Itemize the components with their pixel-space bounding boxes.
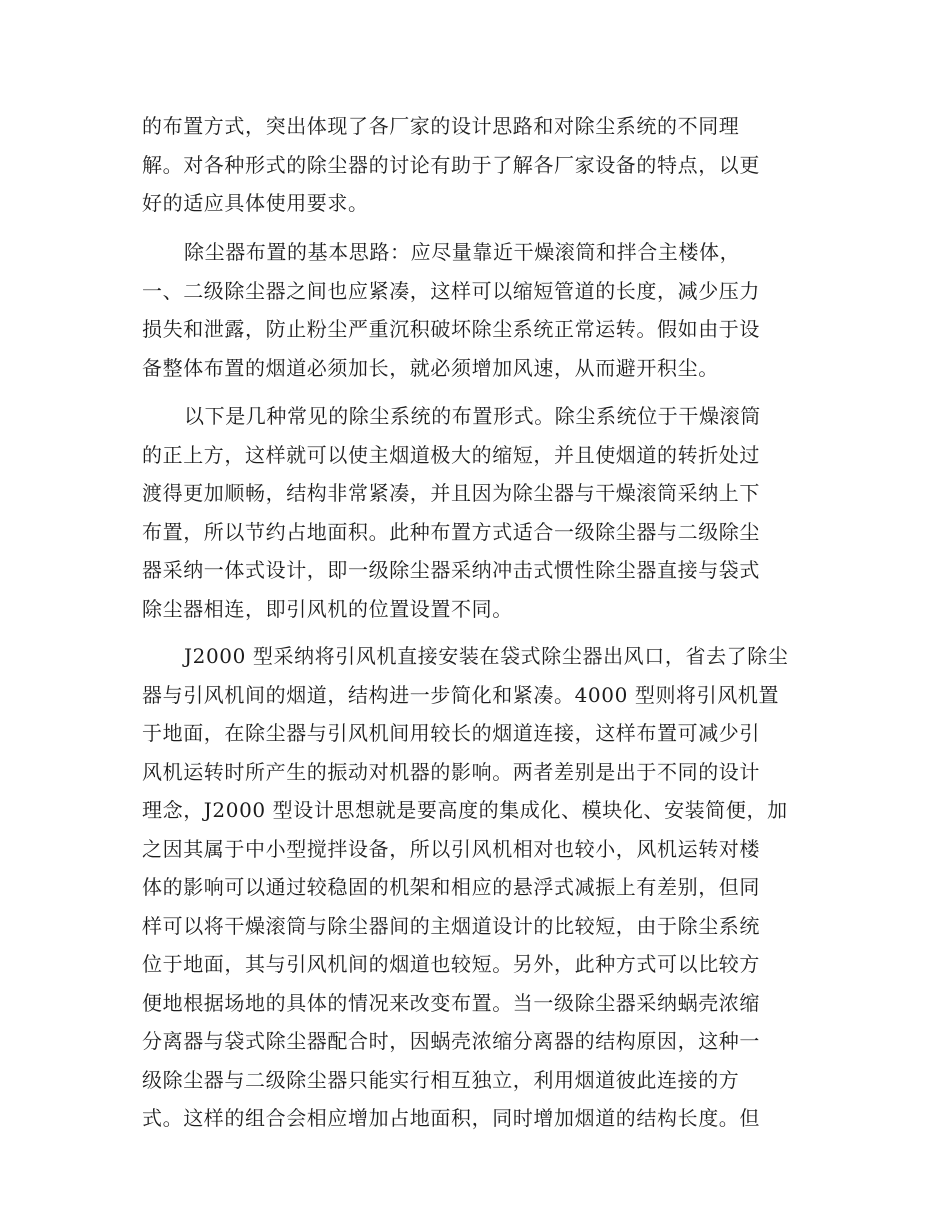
paragraph-3	[142, 397, 822, 628]
text-line: 分离器与袋式除尘器配合时，因蜗壳浓缩分离器的结构原因，这种一	[142, 1029, 760, 1053]
text-line: 体的影响可以通过较稳固的机架和相应的悬浮式减振上有差别，但同	[142, 875, 760, 899]
text-line: 解。对各种形式的除尘器的讨论有助于了解各厂家设备的特点，以更	[142, 152, 760, 177]
text-line: 除尘器相连，即引风机的位置设置不同。	[142, 596, 513, 621]
paragraph-1	[142, 107, 822, 223]
text-line: 的布置方式，突出体现了各厂家的设计思路和对除尘系统的不同理	[142, 114, 740, 138]
text-line: J2000 型采纳将引风机直接安装在袋式除尘器出风口，省去了除尘	[184, 644, 789, 668]
text-line: 器采纳一体式设计，即一级除尘器采纳冲击式惯性除尘器直接与袋式	[142, 558, 760, 582]
text-line: 以下是几种常见的除尘系统的布置形式。除尘系统位于干燥滚筒	[184, 404, 761, 428]
text-line: 好的适应具体使用要求。	[142, 191, 369, 215]
text-line: 样可以将干燥滚筒与除尘器间的主烟道设计的比较短，由于除尘系统	[142, 913, 760, 938]
text-line: 除尘器布置的基本思路：应尽量靠近干燥滚筒和拌合主楼体，	[184, 240, 741, 264]
paragraph-2	[142, 233, 822, 387]
text-line: 于地面，在除尘器与引风机间用较长的烟道连接，这样布置可减少引	[142, 721, 760, 745]
text-line: 级除尘器与二级除尘器只能实行相互独立，利用烟道彼此连接的方	[142, 1067, 740, 1092]
text-line: 之因其属于中小型搅拌设备，所以引风机相对也较小，风机运转对楼	[142, 836, 760, 861]
text-line: 器与引风机间的烟道，结构进一步简化和紧凑。4000 型则将引风机置	[142, 682, 780, 707]
text-line: 布置，所以节约占地面积。此种布置方式适合一级除尘器与二级除尘	[142, 519, 760, 544]
text-line: 一、二级除尘器之间也应紧凑，这样可以缩短管道的长度，减少压力	[142, 278, 760, 303]
text-line: 损失和泄露，防止粉尘严重沉积破坏除尘系统正常运转。假如由于设	[142, 317, 760, 341]
text-line: 便地根据场地的具体的情况来改变布置。当一级除尘器采纳蜗壳浓缩	[142, 990, 760, 1015]
text-line: 渡得更加顺畅，结构非常紧凑，并且因为除尘器与干燥滚筒采纳上下	[142, 481, 760, 505]
text-line: 备整体布置的烟道必须加长，就必须增加风速，从而避开积尘。	[142, 355, 719, 380]
text-line: 式。这样的组合会相应增加占地面积，同时增加烟道的结构长度。但	[142, 1106, 760, 1130]
text-line: 位于地面，其与引风机间的烟道也较短。另外，此种方式可以比较方	[142, 952, 760, 976]
text-line: 理念，J2000 型设计思想就是要高度的集成化、模块化、安装简便，加	[142, 798, 788, 822]
text-line: 风机运转时所产生的振动对机器的影响。两者差别是出于不同的设计	[142, 759, 760, 784]
paragraph-4	[142, 637, 822, 1138]
text-line: 的正上方，这样就可以使主烟道极大的缩短，并且使烟道的转折处过	[142, 442, 760, 467]
